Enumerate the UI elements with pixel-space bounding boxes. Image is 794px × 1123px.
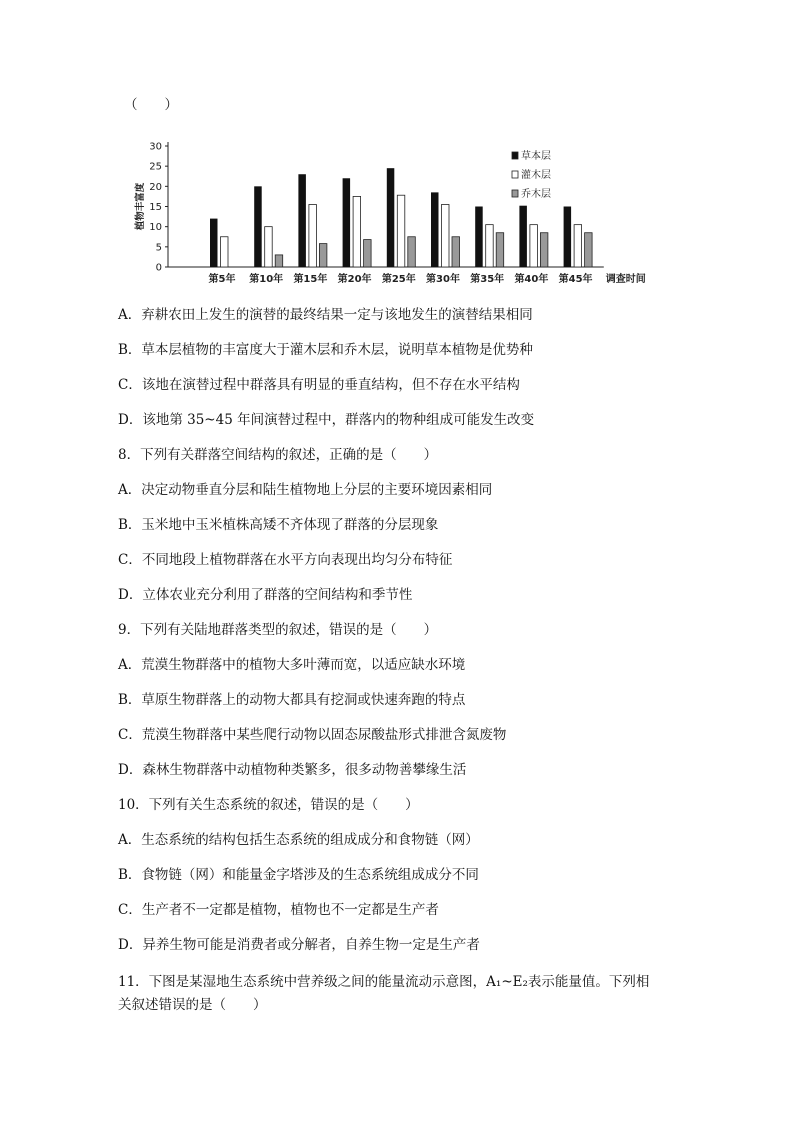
y-tick-label: 20	[149, 181, 162, 193]
legend-swatch	[512, 171, 518, 178]
bar	[397, 195, 405, 267]
q8-option-d: D．立体农业充分利用了群落的空间结构和季节性	[118, 587, 413, 603]
bar	[431, 192, 439, 267]
bar	[486, 225, 494, 267]
bar	[519, 206, 527, 267]
bar	[442, 204, 450, 267]
legend-label: 灌木层	[521, 170, 551, 181]
bar	[275, 255, 283, 267]
x-tick-label: 第40年	[514, 274, 549, 285]
bar	[319, 244, 327, 267]
bar	[452, 237, 460, 267]
bar	[364, 240, 372, 267]
bar	[475, 207, 483, 268]
legend-swatch	[512, 152, 518, 159]
bar	[530, 225, 538, 267]
x-tick-label: 第15年	[293, 274, 328, 285]
q8-option-a: A．决定动物垂直分层和陆生植物地上分层的主要环境因素相同	[118, 482, 493, 498]
bar	[221, 237, 229, 267]
y-tick-label: 5	[155, 242, 162, 254]
q10-option-d: D．异养生物可能是消费者或分解者，自养生物一定是生产者	[118, 937, 480, 953]
bar	[309, 204, 317, 267]
bar	[353, 196, 361, 267]
bar-chart	[130, 128, 646, 290]
bar	[496, 233, 504, 267]
y-tick-label: 30	[149, 141, 162, 153]
x-tick-label: 第45年	[558, 274, 593, 285]
q8-option-b: B．玉米地中玉米植株高矮不齐体现了群落的分层现象	[118, 517, 439, 533]
x-tick-label: 第5年	[208, 274, 236, 285]
q8-stem: 8．下列有关群落空间结构的叙述，正确的是（ ）	[118, 447, 438, 463]
answer-paren: （ ）	[124, 97, 178, 113]
bar	[585, 233, 593, 267]
y-tick-label: 0	[155, 262, 162, 274]
q7-option-d: D．该地第 35~45 年间演替过程中，群落内的物种组成可能发生改变	[118, 412, 535, 428]
legend-label: 乔木层	[521, 189, 551, 200]
q10-stem: 10．下列有关生态系统的叙述，错误的是（ ）	[118, 797, 419, 813]
bar	[574, 225, 582, 267]
bar	[210, 219, 218, 267]
legend-label: 草本层	[521, 151, 551, 162]
q7-option-b: B．草本层植物的丰富度大于灌木层和乔木层，说明草本植物是优势种	[118, 342, 533, 358]
x-tick-label: 第30年	[426, 274, 460, 285]
x-tick-label: 第10年	[249, 274, 284, 285]
q9-option-b: B．草原生物群落上的动物大都具有挖洞或快速奔跑的特点	[118, 692, 466, 708]
bar	[343, 178, 351, 267]
q9-option-d: D．森林生物群落中动植物种类繁多，很多动物善攀缘生活	[118, 762, 467, 778]
x-tick-label: 第25年	[381, 274, 416, 285]
q9-option-c: C．荒漠生物群落中某些爬行动物以固态尿酸盐形式排泄含氮废物	[118, 727, 507, 743]
q8-option-c: C．不同地段上植物群落在水平方向表现出均匀分布特征	[118, 552, 453, 568]
bar	[540, 233, 548, 267]
q7-option-c: C．该地在演替过程中群落具有明显的垂直结构，但不存在水平结构	[118, 377, 520, 393]
q9-option-a: A．荒漠生物群落中的植物大多叶薄而宽，以适应缺水环境	[118, 657, 466, 673]
q7-option-a: A．弃耕农田上发生的演替的最终结果一定与该地发生的演替结果相同	[118, 307, 533, 323]
x-axis-label: 调查时间	[605, 274, 646, 285]
y-axis-label: 植物丰富度	[135, 182, 146, 231]
x-tick-label: 第20年	[337, 274, 372, 285]
bar	[387, 168, 395, 267]
bar	[254, 186, 262, 267]
y-tick-label: 10	[149, 222, 162, 234]
y-tick-label: 15	[149, 202, 162, 213]
bar	[265, 227, 273, 267]
bar	[564, 207, 572, 268]
bar	[408, 237, 416, 267]
x-tick-label: 第35年	[470, 274, 505, 285]
legend-swatch	[512, 190, 518, 197]
q10-option-c: C．生产者不一定都是植物，植物也不一定都是生产者	[118, 902, 439, 918]
y-tick-label: 25	[149, 161, 162, 173]
q9-stem: 9．下列有关陆地群落类型的叙述，错误的是（ ）	[118, 622, 438, 638]
q10-option-b: B．食物链（网）和能量金字塔涉及的生态系统组成成分不同	[118, 867, 479, 883]
bar	[298, 174, 306, 267]
q11-stem: 11．下图是某湿地生态系统中营养级之间的能量流动示意图，A₁~E₂表示能量值。下列相	[118, 974, 650, 990]
q11-stem-cont: 关叙述错误的是（ ）	[118, 997, 267, 1013]
q10-option-a: A．生态系统的结构包括生态系统的组成成分和食物链（网）	[118, 832, 479, 848]
